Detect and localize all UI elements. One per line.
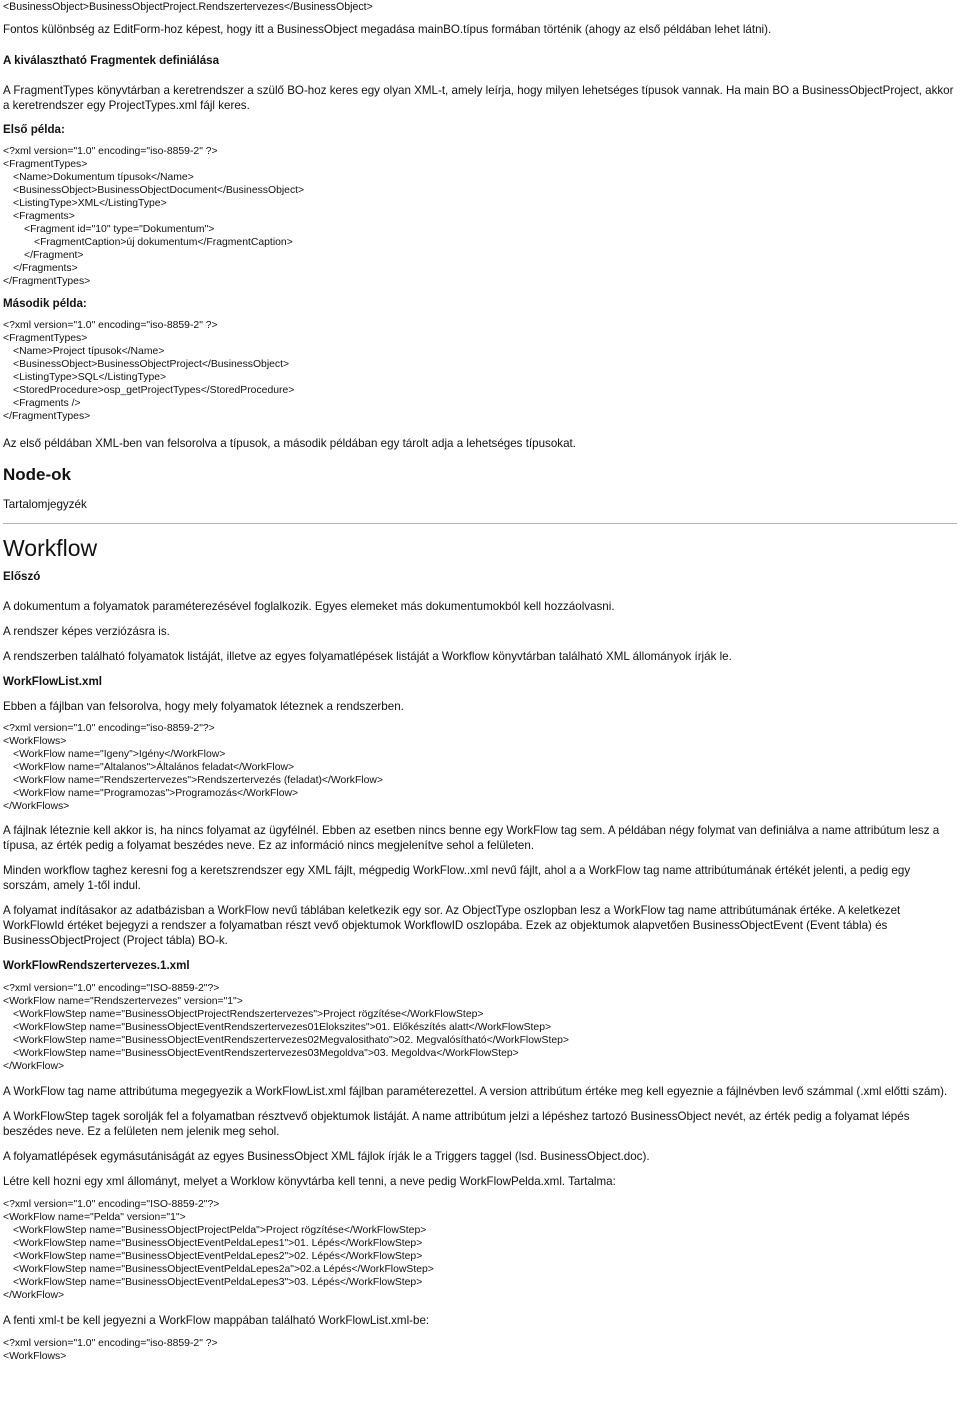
code-line: <WorkFlow name="Rendszertervezes">Rendszertervezés (feladat)</WorkFlow> [13,775,383,786]
rendszertervezes-code-block [3,982,957,1073]
intro-note: Fontos különbség az EditForm-hoz képest, hogy itt a BusinessObject megadása mainBO.típus formában történik (ahogy az első példában lehet látni). [3,23,772,36]
workflow-paragraph-11: A fenti xml-t be kell jegyezni a WorkFlow mappában található WorkFlowList.xml-be: [3,1314,430,1327]
code-line: <Fragment id="10" type="Dokumentum"> [24,224,215,235]
fragments-description: A FragmentTypes könyvtárban a keretrendszer a szülő BO-hoz keres egy olyan XML-t, amely leírja, hogy milyen lehetséges típusok vannak. Ha main BO a BusinessObjectProject, akkor a keretrendszer egy ProjectTypes.xml fájl keres. [3,84,954,112]
workflow-paragraph-10: Létre kell hozni egy xml állományt, melyet a Worklow könyvtárba kell tenni, a neve pedig WorkFlowPelda.xml. Tartalma: [3,1175,616,1188]
workflow-paragraph-4: A fájlnak léteznie kell akkor is, ha nincs folyamat az ügyfélnél. Ebben az esetben nincs benne egy WorkFlow tag sem. A példában négy folymat van definiálva a name attribútum lesz a típusa, az érték pedig a folyamat beszédes neve. Ez az információ nincs megjelenítve sehol a felületen. [3,824,940,852]
code-line: <Fragments> [13,211,75,222]
fragments-summary: Az első példában XML-ben van felsorolva a típusok, a második példában egy tárolt adja a lehetséges típusokat. [3,437,576,450]
example1-code-block [3,145,957,288]
code-line: <ListingType>XML</ListingType> [13,198,167,209]
workflow-paragraph-1: A dokumentum a folyamatok paraméterezésével foglalkozik. Egyes elemeket más dokumentumokból kell hozzáolvasni. [3,600,615,613]
workflowlist-description: Ebben a fájlban van felsorolva, hogy mely folyamatok léteznek a rendszerben. [3,700,404,713]
code-line: <WorkFlow name="Rendszertervezes" version="1"> [3,996,243,1007]
toc-link[interactable]: Tartalomjegyzék [3,498,87,511]
example2-code-block [3,319,957,423]
code-line: <WorkFlows> [3,736,67,747]
workflow-paragraph-6: A folyamat indításakor az adatbázisban a WorkFlow nevű táblában keletkezik egy sor. Az ObjectType oszlopban lesz a WorkFlow tag name attribútumának értéke. A keletkezet WorkFlowId értéket bejegyzi a rendszer a folyamatban részt vevő objektumok WorkflowID oszlopába. Ezek az objektumok alapvetően BusinessObjectEvent (Event tábla) és BusinessObjectProject (Project tábla) BO-k. [3,904,901,947]
fragments-heading: A kiválasztható Fragmentek definiálása [3,54,220,67]
code-line: </FragmentTypes> [3,411,91,422]
nodes-heading: Node-ok [3,465,71,484]
code-line: <WorkFlowStep name="BusinessObjectEventRendszertervezes02Megvalosithato">02. Megvalósítható</WorkFlowStep> [13,1035,569,1046]
code-line: <?xml version="1.0" encoding="ISO-8859-2"?> [3,983,220,994]
code-line: <WorkFlow name="Programozas">Programozás</WorkFlow> [13,788,299,799]
code-line: <WorkFlowStep name="BusinessObjectEventPeldaLepes1">01. Lépés</WorkFlowStep> [13,1238,423,1249]
code-line: <WorkFlowStep name="BusinessObjectEventRendszertervezes01Elokszites">01. Előkészítés alatt</WorkFlowStep> [13,1022,552,1033]
code-line: </Fragments> [13,263,78,274]
code-line: </WorkFlows> [3,801,70,812]
code-line: <?xml version="1.0" encoding="iso-8859-2"?> [3,723,215,734]
code-line: <WorkFlowStep name="BusinessObjectEventPeldaLepes3">03. Lépés</WorkFlowStep> [13,1277,423,1288]
code-line: <Fragments /> [13,398,81,409]
code-line: </WorkFlow> [3,1061,65,1072]
workflow-title: Workflow [3,535,98,561]
example2-heading: Második példa: [3,297,87,310]
code-line: <WorkFlow name="Altalanos">Általános feladat</WorkFlow> [13,762,295,773]
code-line: <?xml version="1.0" encoding="iso-8859-2" ?> [3,1338,218,1349]
code-line: <WorkFlowStep name="BusinessObjectEventPeldaLepes2">02. Lépés</WorkFlowStep> [13,1251,423,1262]
rendszertervezes-heading: WorkFlowRendszertervezes.1.xml [3,959,190,972]
top-code-line: <BusinessObject>BusinessObjectProject.Rendszertervezes</BusinessObject> [3,1,373,13]
code-line: <BusinessObject>BusinessObjectDocument</BusinessObject> [13,185,305,196]
code-line: <Name>Project típusok</Name> [13,346,165,357]
workflowlist-heading: WorkFlowList.xml [3,675,102,688]
final-code-block [3,1337,957,1363]
code-line: <WorkFlows> [3,1351,67,1362]
workflow-paragraph-9: A folyamatlépések egymásutániságát az egyes BusinessObject XML fájlok írják le a Triggers taggel (lsd. BusinessObject.doc). [3,1150,650,1163]
code-line: </FragmentTypes> [3,276,91,287]
code-line: <FragmentTypes> [3,159,88,170]
example1-heading: Első példa: [3,123,65,136]
code-line: <?xml version="1.0" encoding="iso-8859-2" ?> [3,320,218,331]
workflowlist-code-block [3,722,957,813]
workflow-paragraph-8: A WorkFlowStep tagek sorolják fel a folyamatban résztvevő objektumok listáját. A name attribútum jelzi a lépéshez tartozó BusinessObject nevét, az érték pedig a folyamat lépés beszédes neve. Ez a felületen nem jelenik meg sehol. [3,1110,910,1138]
workflow-paragraph-3: A rendszerben található folyamatok listáját, illetve az egyes folyamatlépések listáját a Workflow könyvtárban található XML állományok írják le. [3,650,732,663]
code-line: <WorkFlowStep name="BusinessObjectEventPeldaLepes2a">02.a Lépés</WorkFlowStep> [13,1264,434,1275]
code-line: <?xml version="1.0" encoding="ISO-8859-2"?> [3,1199,220,1210]
code-line: <StoredProcedure>osp_getProjectTypes</StoredProcedure> [13,385,295,396]
pelda-code-block [3,1198,957,1302]
code-line: <FragmentTypes> [3,333,88,344]
code-line: <FragmentCaption>új dokumentum</FragmentCaption> [34,237,293,248]
workflow-paragraph-5: Minden workflow taghez keresni fog a keretszrendszer egy XML fájlt, mégpedig WorkFlow..xml nevű fájlt, ahol a a WorkFlow tag name attribútumának értékét jelenti, a pedig egy sorszám, amely 1-től indul. [3,864,911,892]
code-line: <WorkFlowStep name="BusinessObjectProjectRendszertervezes">Project rögzítése</WorkFlowStep> [13,1009,484,1020]
code-line: <Name>Dokumentum típusok</Name> [13,172,194,183]
code-line: <?xml version="1.0" encoding="iso-8859-2" ?> [3,146,218,157]
code-line: <WorkFlowStep name="BusinessObjectProjectPelda">Project rögzítése</WorkFlowStep> [13,1225,427,1236]
code-line: </Fragment> [24,250,84,261]
code-line: </WorkFlow> [3,1290,65,1301]
code-line: <WorkFlowStep name="BusinessObjectEventRendszertervezes03Megoldva">03. Megoldva</WorkFlowStep> [13,1048,519,1059]
workflow-paragraph-2: A rendszer képes verziózásra is. [3,625,170,638]
preface-heading: Előszó [3,570,41,583]
code-line: <WorkFlow name="Igeny">Igény</WorkFlow> [13,749,226,760]
workflow-paragraph-7: A WorkFlow tag name attribútuma megegyezik a WorkFlowList.xml fájlban paraméterezettel. A version attribútum értéke meg kell egyeznie a fájlnévben levő számmal (.xml előtti szám). [3,1085,948,1098]
code-line: <BusinessObject>BusinessObjectProject</BusinessObject> [13,359,290,370]
code-line: <ListingType>SQL</ListingType> [13,372,167,383]
code-line: <WorkFlow name="Pelda" version="1"> [3,1212,186,1223]
